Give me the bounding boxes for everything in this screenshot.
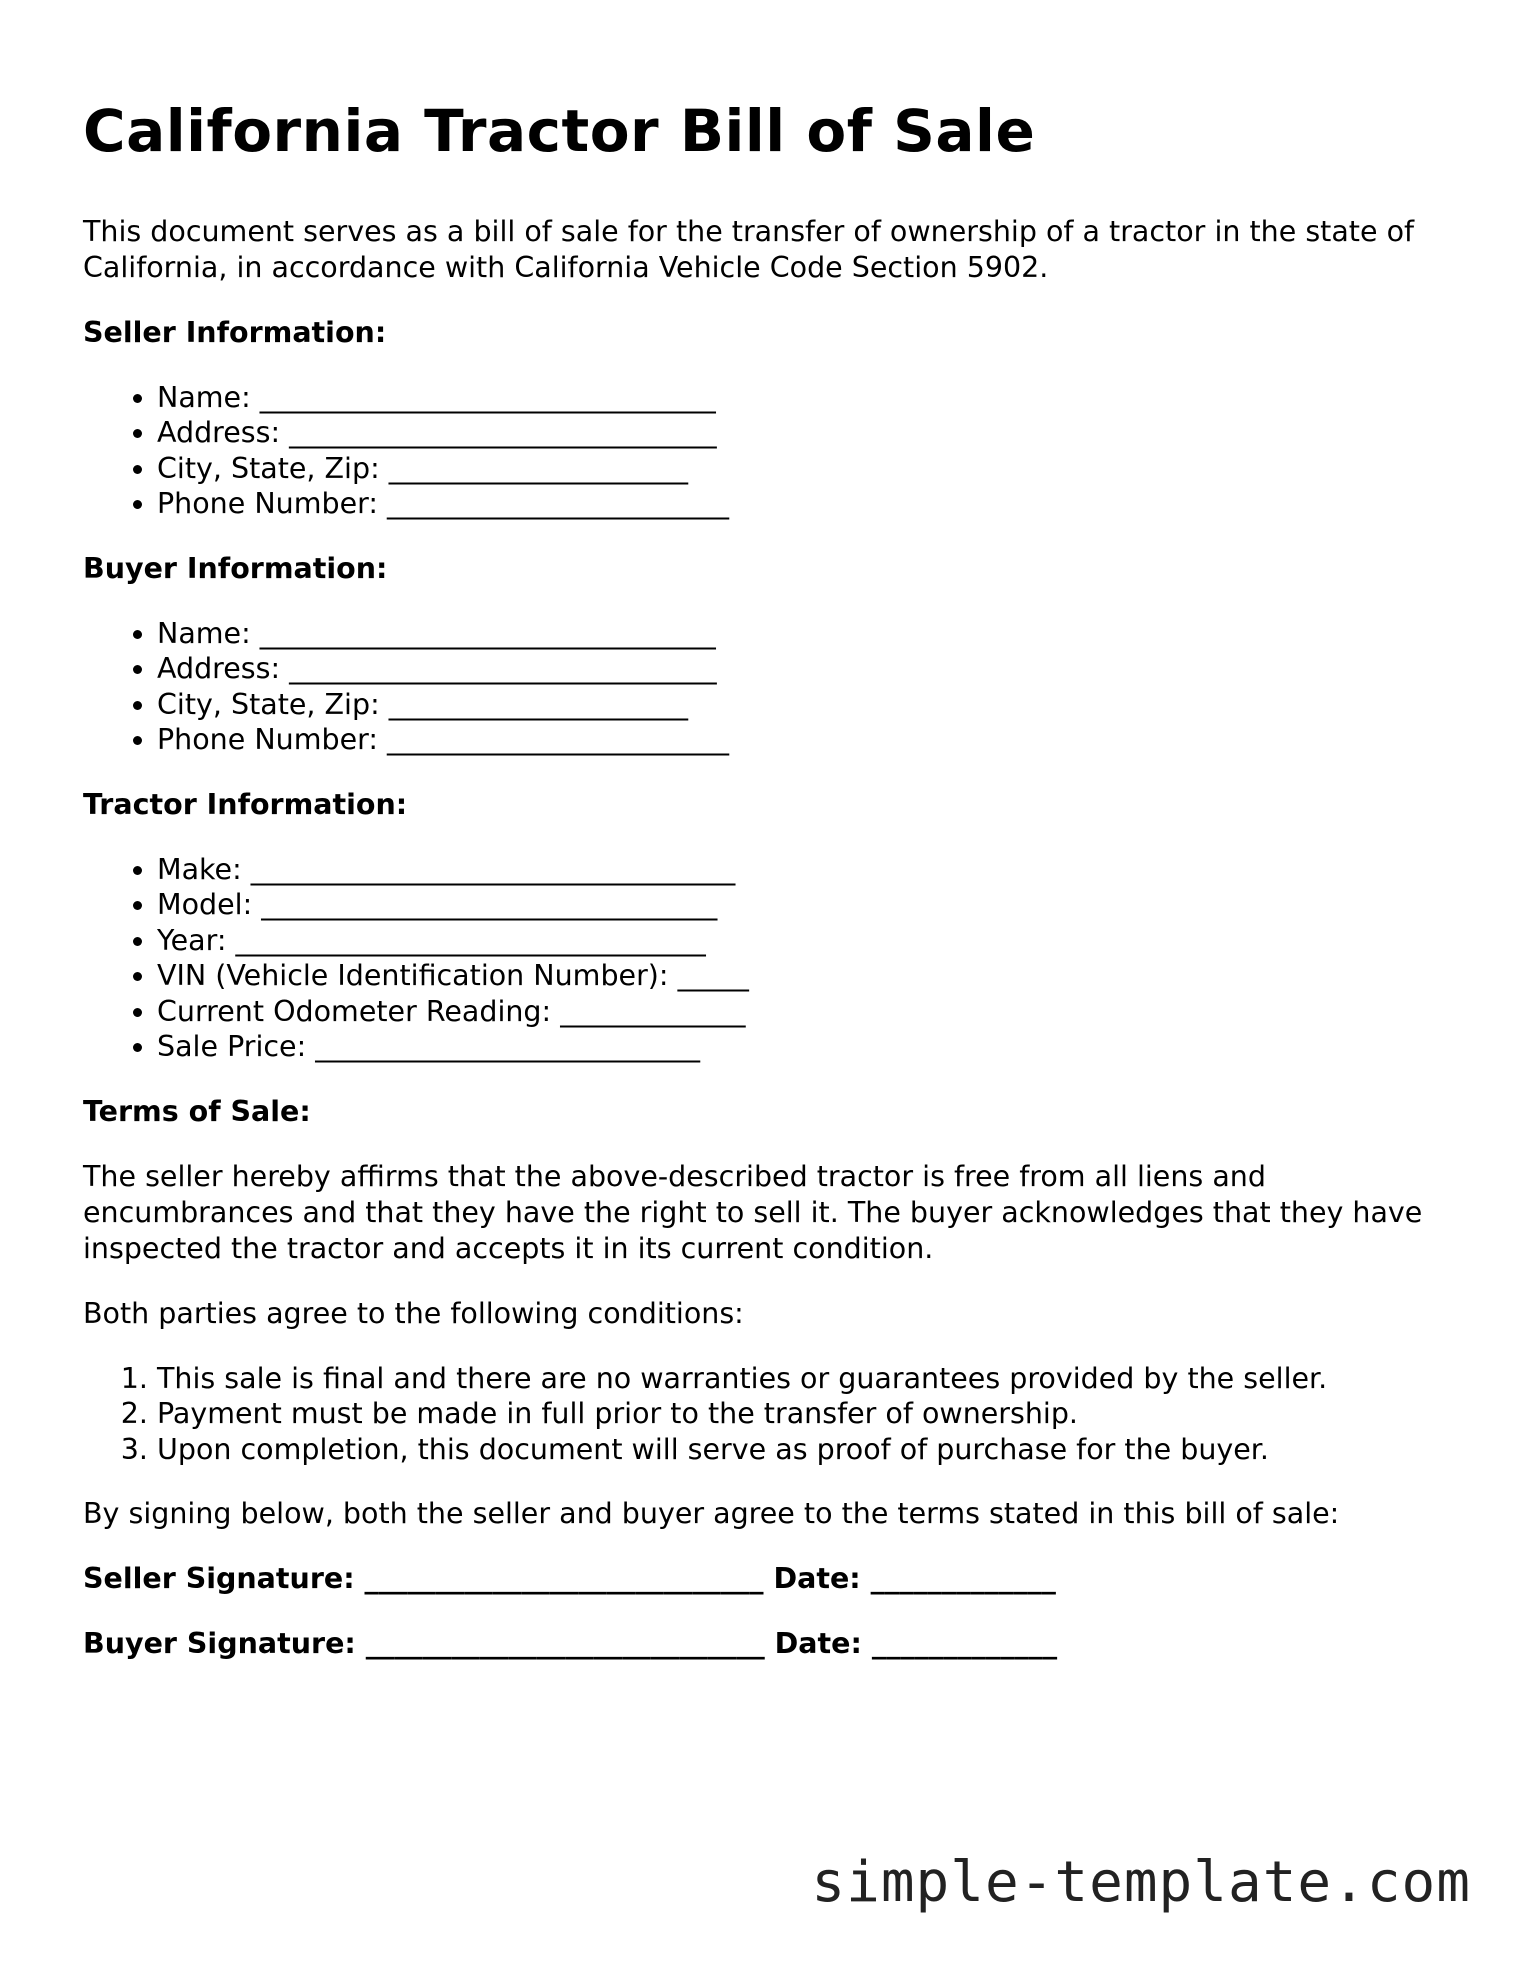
document-title: California Tractor Bill of Sale — [83, 97, 1036, 165]
seller-heading: Seller Information: — [83, 315, 387, 349]
buyer-signature-line: Buyer Signature: ____________________________ Date: _____________ — [83, 1627, 1058, 1661]
condition-item: 2. Payment must be made in full prior to the transfer of ownership. — [157, 1396, 1453, 1432]
tractor-heading: Tractor Information: — [83, 787, 408, 821]
tractor-fields-list — [83, 852, 1453, 1065]
seller-address-field: • Address: ______________________________ — [157, 415, 1453, 451]
tractor-sale-price-field: • Sale Price: ___________________________ — [157, 1029, 1453, 1065]
terms-heading: Terms of Sale: — [83, 1094, 311, 1128]
condition-item: 1. This sale is final and there are no warranties or guarantees provided by the seller. — [157, 1361, 1453, 1397]
tractor-make-field: • Make: __________________________________ — [157, 852, 1453, 888]
terms-paragraph: The seller hereby affirms that the above-described tractor is free from all liens and encumbrances and that they have the right to sell it. The buyer acknowledges that they have inspected the tractor and accepts it in its current condition. — [83, 1159, 1423, 1265]
tractor-odometer-field: • Current Odometer Reading: _____________ — [157, 994, 1453, 1030]
conditions-list — [83, 1361, 1453, 1468]
tractor-vin-field: • VIN (Vehicle Identification Number): _____ — [157, 958, 1453, 994]
seller-signature-line: Seller Signature: ____________________________ Date: _____________ — [83, 1562, 1056, 1596]
buyer-city-state-zip-field: • City, State, Zip: _____________________ — [157, 687, 1453, 723]
site-watermark: simple-template.com — [811, 1850, 1471, 1915]
seller-fields-list — [83, 380, 1453, 522]
tractor-year-field: • Year: _________________________________ — [157, 923, 1453, 959]
document-page — [83, 97, 1453, 1691]
seller-city-state-zip-field: • City, State, Zip: _____________________ — [157, 451, 1453, 487]
buyer-phone-field: • Phone Number: ________________________ — [157, 722, 1453, 758]
condition-item: 3. Upon completion, this document will serve as proof of purchase for the buyer. — [157, 1432, 1453, 1468]
tractor-model-field: • Model: ________________________________ — [157, 887, 1453, 923]
buyer-heading: Buyer Information: — [83, 551, 388, 585]
signing-intro: By signing below, both the seller and buyer agree to the terms stated in this bill of sale: — [83, 1497, 1340, 1531]
seller-phone-field: • Phone Number: ________________________ — [157, 486, 1453, 522]
buyer-fields-list — [83, 616, 1453, 758]
seller-name-field: • Name: ________________________________ — [157, 380, 1453, 416]
buyer-name-field: • Name: ________________________________ — [157, 616, 1453, 652]
buyer-address-field: • Address: ______________________________ — [157, 651, 1453, 687]
intro-paragraph: This document serves as a bill of sale for the transfer of ownership of a tractor in the state of California, in accordance with California Vehicle Code Section 5902. — [83, 214, 1415, 284]
conditions-intro: Both parties agree to the following conditions: — [83, 1296, 744, 1330]
